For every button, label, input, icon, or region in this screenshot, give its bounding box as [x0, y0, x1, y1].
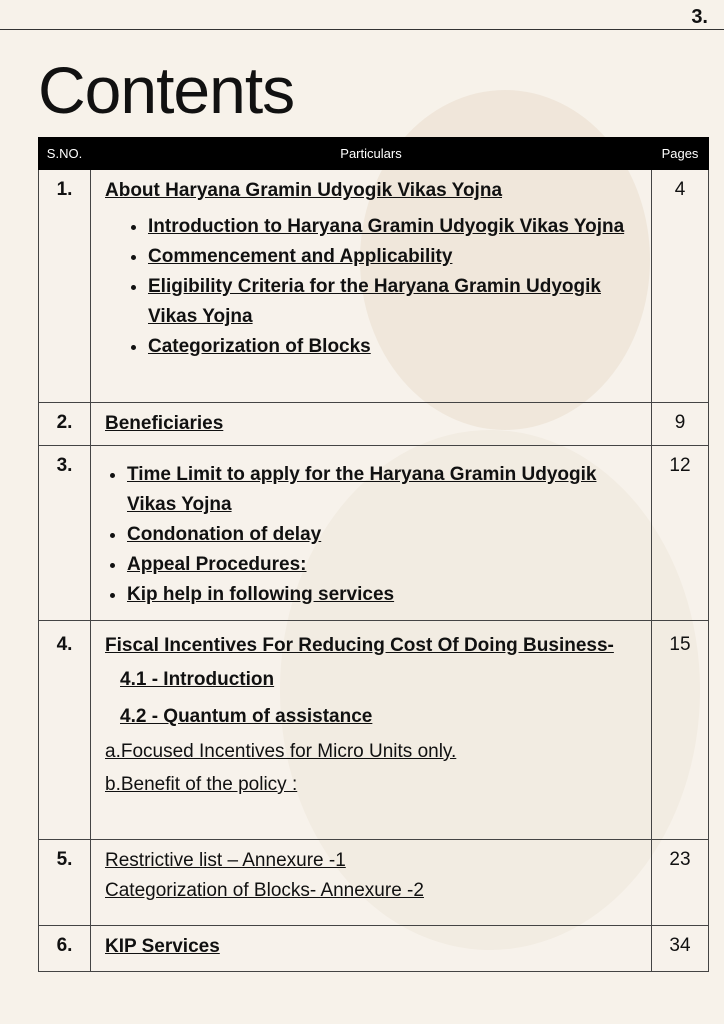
row-particulars	[91, 840, 652, 926]
subsection-link[interactable]: 4.2 - Quantum of assistance	[120, 706, 373, 727]
row-number: 1.	[39, 170, 91, 403]
bullet-list	[95, 460, 641, 610]
row-page: 4	[652, 170, 709, 403]
list-item-link[interactable]: Kip help in following services	[127, 584, 395, 605]
row-particulars	[91, 926, 652, 972]
item-link[interactable]: a.Focused Incentives for Micro Units only.	[105, 741, 457, 762]
section-link[interactable]: Restrictive list – Annexure -1	[105, 850, 346, 871]
table-row	[39, 170, 709, 403]
table-row	[39, 926, 709, 972]
page-title: Contents	[38, 53, 295, 127]
row-particulars	[91, 446, 652, 621]
list-item-link[interactable]: Introduction to Haryana Gramin Udyogik Vikas Yojna	[148, 216, 625, 237]
section-link[interactable]: About Haryana Gramin Udyogik Vikas Yojna	[105, 180, 503, 201]
row-particulars	[91, 403, 652, 446]
section-link[interactable]: Fiscal Incentives For Reducing Cost Of Doing Business-	[105, 635, 614, 656]
list-item-link[interactable]: Condonation of delay	[127, 524, 322, 545]
row-number: 3.	[39, 446, 91, 621]
row-number: 4.	[39, 621, 91, 840]
column-header-pages: Pages	[652, 138, 709, 170]
list-item-link[interactable]: Eligibility Criteria for the Haryana Gramin Udyogik Vikas Yojna	[148, 276, 601, 327]
table-row	[39, 403, 709, 446]
row-particulars	[91, 621, 652, 840]
section-link[interactable]: Categorization of Blocks- Annexure -2	[105, 880, 424, 901]
list-item-link[interactable]: Appeal Procedures:	[127, 554, 307, 575]
bullet-list	[105, 212, 641, 362]
page-number: 3.	[691, 6, 708, 28]
row-page: 34	[652, 926, 709, 972]
row-page: 12	[652, 446, 709, 621]
header-divider	[0, 29, 724, 30]
item-link[interactable]: b.Benefit of the policy :	[105, 774, 298, 795]
row-page: 23	[652, 840, 709, 926]
section-link[interactable]: Beneficiaries	[105, 413, 224, 434]
row-page: 9	[652, 403, 709, 446]
table-row	[39, 840, 709, 926]
list-item-link[interactable]: Commencement and Applicability	[148, 246, 453, 267]
row-number: 2.	[39, 403, 91, 446]
section-link[interactable]: KIP Services	[105, 936, 220, 957]
list-item-link[interactable]: Categorization of Blocks	[148, 336, 371, 357]
row-number: 5.	[39, 840, 91, 926]
table-row	[39, 621, 709, 840]
contents-table	[38, 137, 709, 972]
list-item-link[interactable]: Time Limit to apply for the Haryana Gramin Udyogik Vikas Yojna	[127, 464, 597, 515]
table-row	[39, 446, 709, 621]
table-header-row	[39, 138, 709, 170]
row-number: 6.	[39, 926, 91, 972]
subsection-link[interactable]: 4.1 - Introduction	[120, 669, 275, 690]
row-page: 15	[652, 621, 709, 840]
row-particulars	[91, 170, 652, 403]
column-header-particulars: Particulars	[91, 138, 652, 170]
column-header-sno: S.NO.	[39, 138, 91, 170]
